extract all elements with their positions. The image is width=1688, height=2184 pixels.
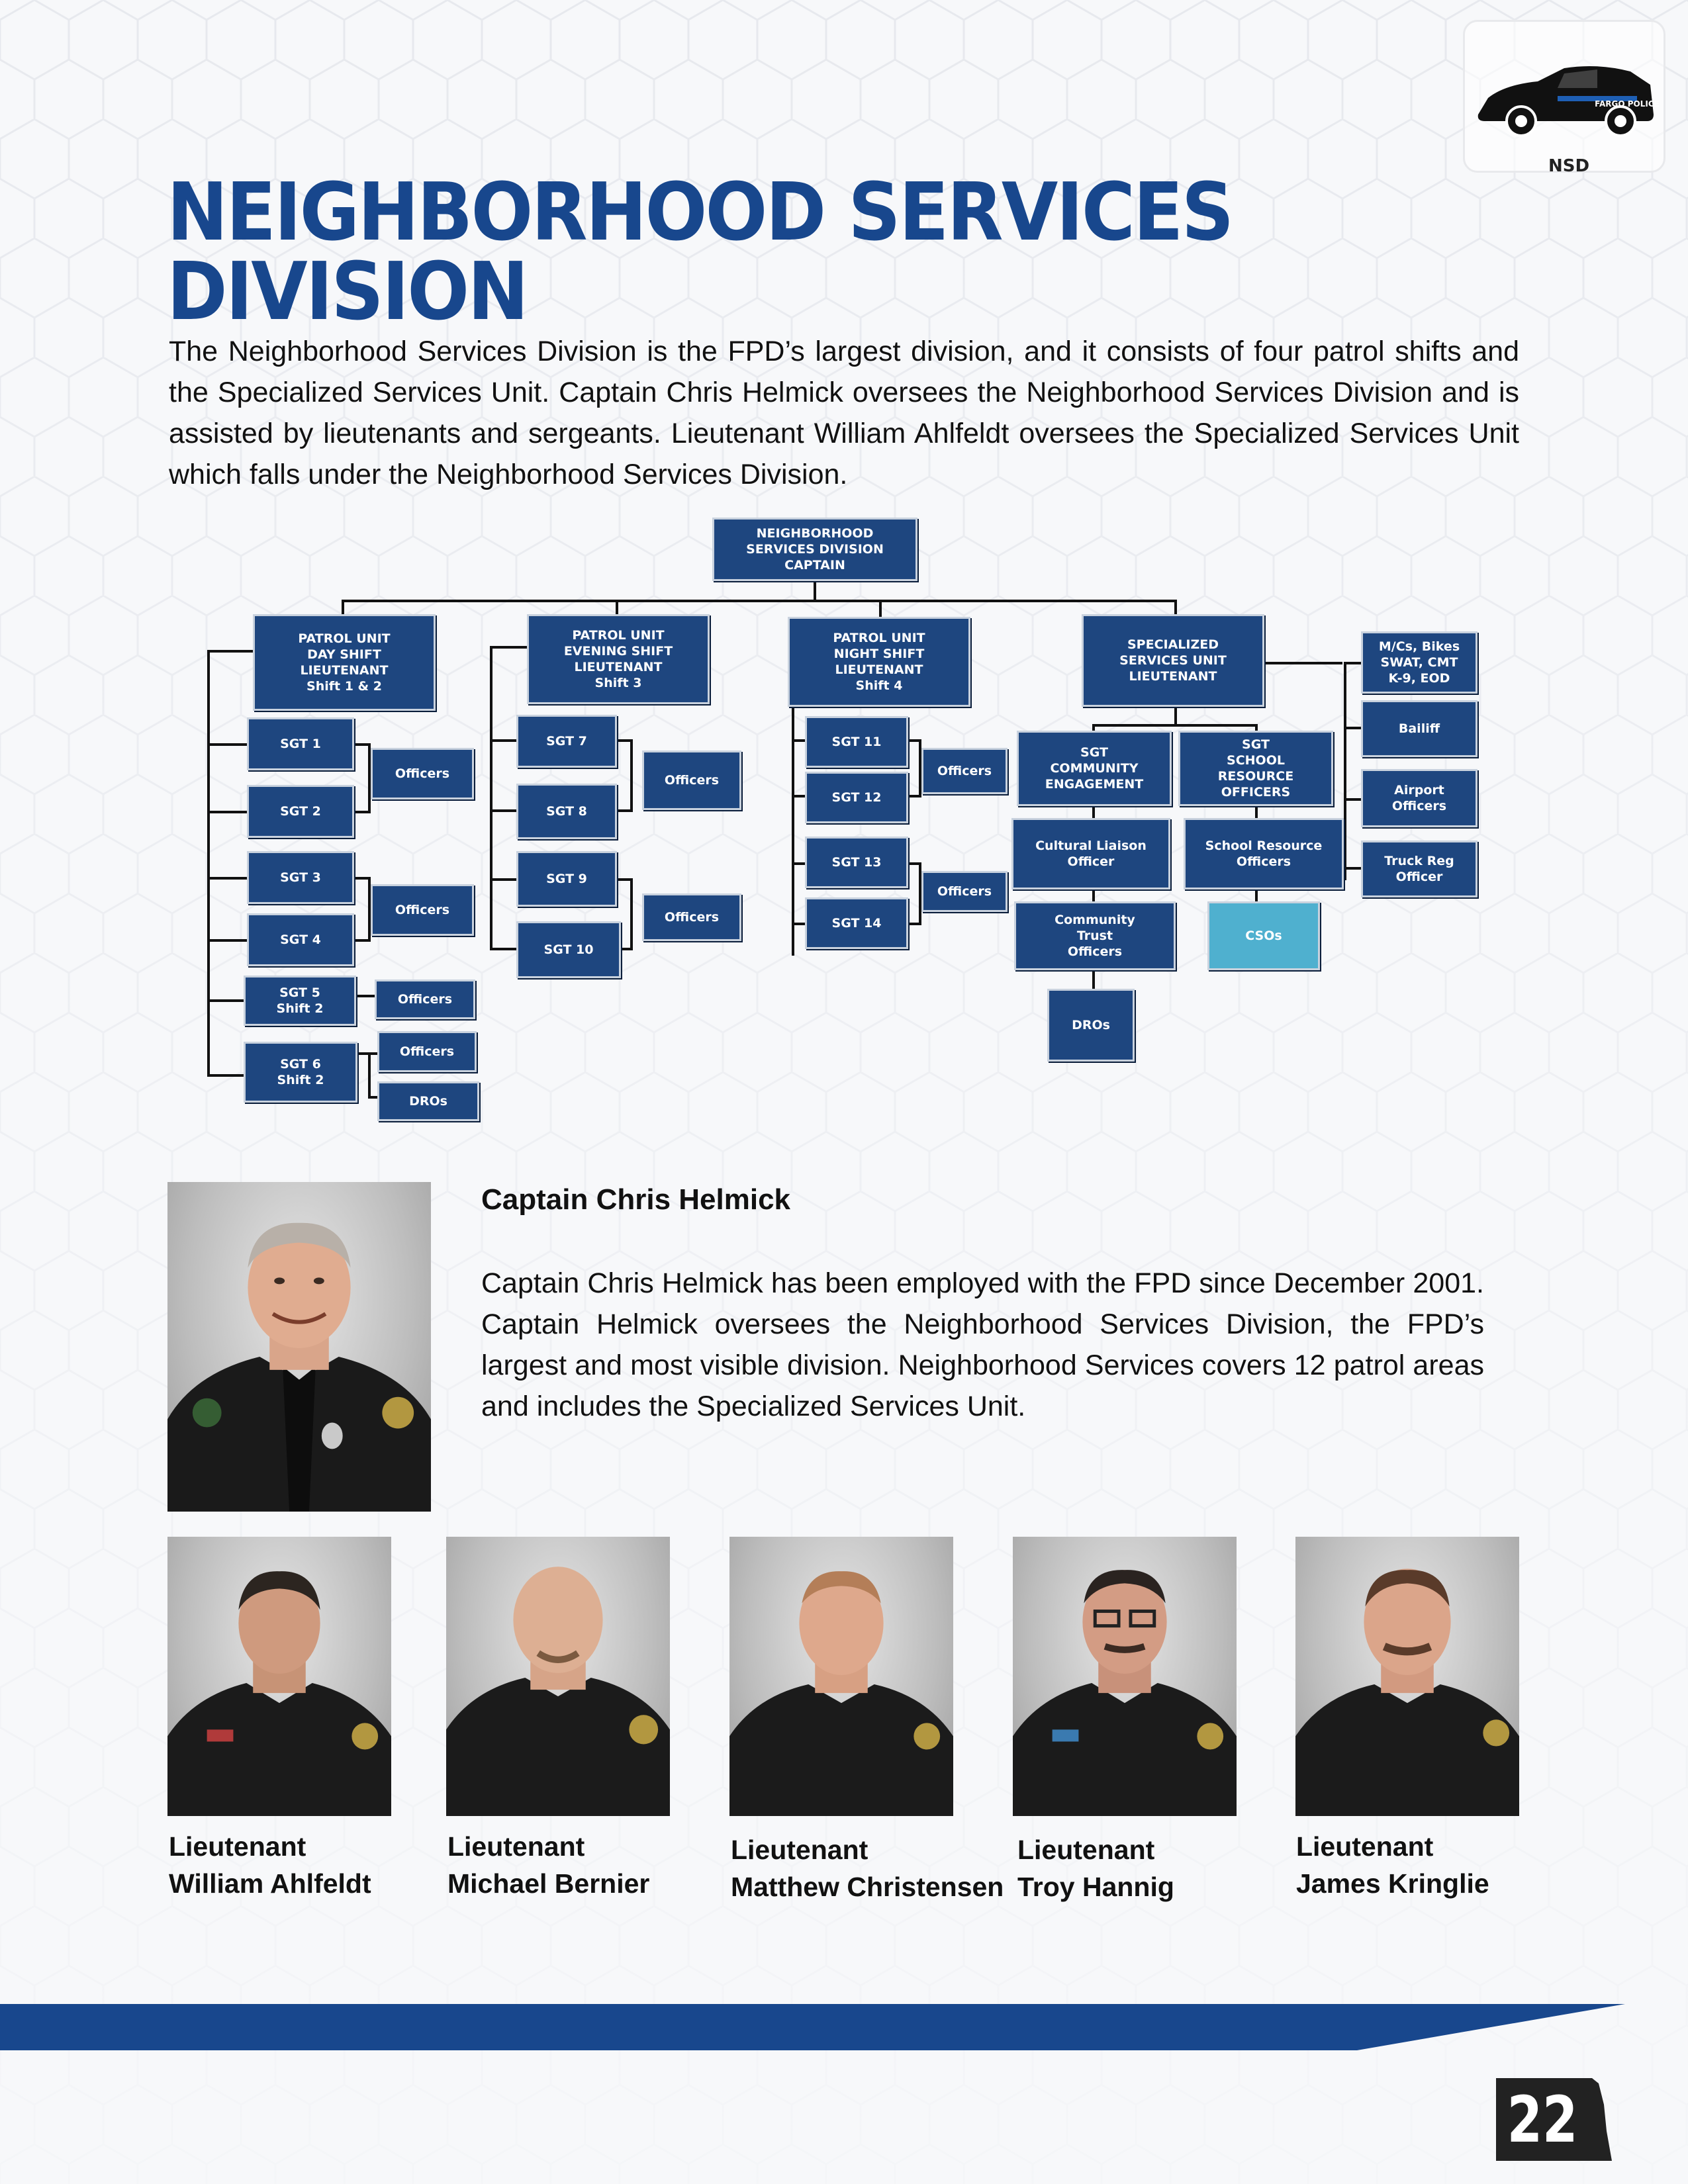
box-community-trust: Community Trust Officers xyxy=(1014,901,1176,970)
lieutenant-photo-5 xyxy=(1295,1537,1519,1816)
lieutenant-photo-3 xyxy=(729,1537,953,1816)
lieutenant-photo-4 xyxy=(1013,1537,1237,1816)
lieutenant-rank-4: Lieutenant xyxy=(1017,1835,1155,1865)
division-badge xyxy=(1463,20,1665,173)
box-sgt-14: SGT 14 xyxy=(805,897,908,949)
box-night-shift-lt: PATROL UNIT NIGHT SHIFT LIEUTENANT Shift 4 xyxy=(788,617,970,707)
captain-photo xyxy=(167,1182,431,1512)
box-sgt-community-engagement: SGT COMMUNITY ENGAGEMENT xyxy=(1017,731,1172,806)
lieutenant-caption-3 xyxy=(731,1831,1004,1905)
box-sgt-12: SGT 12 xyxy=(805,772,908,823)
box-day-shift-lt: PATROL UNIT DAY SHIFT LIEUTENANT Shift 1 & 2 xyxy=(253,614,436,711)
box-officers-2: Officers xyxy=(371,884,474,936)
lieutenant-caption-5 xyxy=(1296,1828,1489,1902)
box-officers-8: Officers xyxy=(921,871,1008,912)
box-sgt-10: SGT 10 xyxy=(516,921,621,978)
box-officers-3: Officers xyxy=(375,979,475,1019)
captain-bio: Captain Chris Helmick has been employed with the FPD since December 2001. Captain Helmick oversees the Neighborhood Services Division, the FPD’s largest and most visible division. Neighborhood Services covers 12 patrol areas and includes the Specialized Services Unit. xyxy=(481,1267,1484,1422)
box-ssu-lt: SPECIALIZED SERVICES UNIT LIEUTENANT xyxy=(1082,614,1264,707)
box-sgt-1: SGT 1 xyxy=(247,717,354,770)
lieutenant-rank-3: Lieutenant xyxy=(731,1835,868,1865)
police-car-icon xyxy=(1465,22,1664,171)
box-sgt-5: SGT 5 Shift 2 xyxy=(244,976,356,1026)
box-officers-1: Officers xyxy=(371,748,474,799)
box-sgt-2: SGT 2 xyxy=(247,785,354,838)
box-mcs-bikes: M/Cs, Bikes SWAT, CMT K-9, EOD xyxy=(1361,631,1477,694)
lieutenant-name-3: Matthew Christensen xyxy=(731,1872,1004,1902)
lieutenant-photo-1 xyxy=(167,1537,391,1816)
box-sgt-school-resource: SGT SCHOOL RESOURCE OFFICERS xyxy=(1178,731,1333,806)
box-sgt-9: SGT 9 xyxy=(516,851,617,907)
lieutenant-rank-2: Lieutenant xyxy=(447,1831,585,1862)
box-sgt-11: SGT 11 xyxy=(805,716,908,768)
badge-label: NSD xyxy=(1548,156,1590,176)
lieutenant-name-1: William Ahlfeldt xyxy=(169,1868,371,1899)
lieutenant-caption-4 xyxy=(1017,1831,1174,1905)
box-sgt-7: SGT 7 xyxy=(516,715,617,768)
lieutenant-caption-2 xyxy=(447,1828,649,1902)
box-csos: CSOs xyxy=(1207,901,1320,970)
box-officers-4: Officers xyxy=(377,1031,477,1072)
lieutenant-rank-1: Lieutenant xyxy=(169,1831,306,1862)
badge-car-text: FARGO POLICE xyxy=(1595,99,1660,109)
lieutenant-name-5: James Kringlie xyxy=(1296,1868,1489,1899)
box-officers-6: Officers xyxy=(642,893,741,941)
box-sgt-6: SGT 6 Shift 2 xyxy=(244,1042,357,1103)
lieutenant-caption-1 xyxy=(169,1828,371,1902)
page-number: 22 xyxy=(1507,2082,1578,2157)
box-evening-shift-lt: PATROL UNIT EVENING SHIFT LIEUTENANT Shift 3 xyxy=(527,614,710,704)
box-officers-7: Officers xyxy=(921,748,1008,794)
box-sgt-8: SGT 8 xyxy=(516,784,617,839)
lieutenant-rank-5: Lieutenant xyxy=(1296,1831,1434,1862)
lieutenant-photo-2 xyxy=(446,1537,670,1816)
box-dros-1: DROs xyxy=(377,1081,479,1121)
lieutenant-name-4: Troy Hannig xyxy=(1017,1872,1174,1902)
intro-paragraph: The Neighborhood Services Division is the FPD’s largest division, and it consists of four patrol shifts and the Specialized Services Unit. Captain Chris Helmick oversees the Neighborhood Services Division and is assisted by lieutenants and sergeants. Lieutenant William Ahlfeldt oversees the Specialized Services Unit which falls under the Neighborhood Services Division. xyxy=(169,336,1519,490)
box-school-resource-officers: School Resource Officers xyxy=(1184,818,1344,889)
captain-name: Captain Chris Helmick xyxy=(481,1183,791,1216)
box-captain: NEIGHBORHOOD SERVICES DIVISION CAPTAIN xyxy=(712,518,917,581)
box-sgt-4: SGT 4 xyxy=(247,913,354,966)
footer-stripe xyxy=(0,2004,1688,2050)
box-cultural-liaison: Cultural Liaison Officer xyxy=(1011,818,1170,889)
box-bailiff: Bailiff xyxy=(1361,700,1477,757)
box-sgt-13: SGT 13 xyxy=(805,837,908,888)
page-title: NEIGHBORHOOD SERVICES DIVISION xyxy=(167,167,1233,338)
box-truck-reg: Truck Reg Officer xyxy=(1361,841,1477,897)
box-airport-officers: Airport Officers xyxy=(1361,769,1477,827)
box-sgt-3: SGT 3 xyxy=(247,851,354,904)
lieutenant-name-2: Michael Bernier xyxy=(447,1868,650,1899)
box-dros-2: DROs xyxy=(1047,989,1135,1062)
page-number-badge xyxy=(1493,2078,1625,2161)
box-officers-5: Officers xyxy=(642,751,741,810)
